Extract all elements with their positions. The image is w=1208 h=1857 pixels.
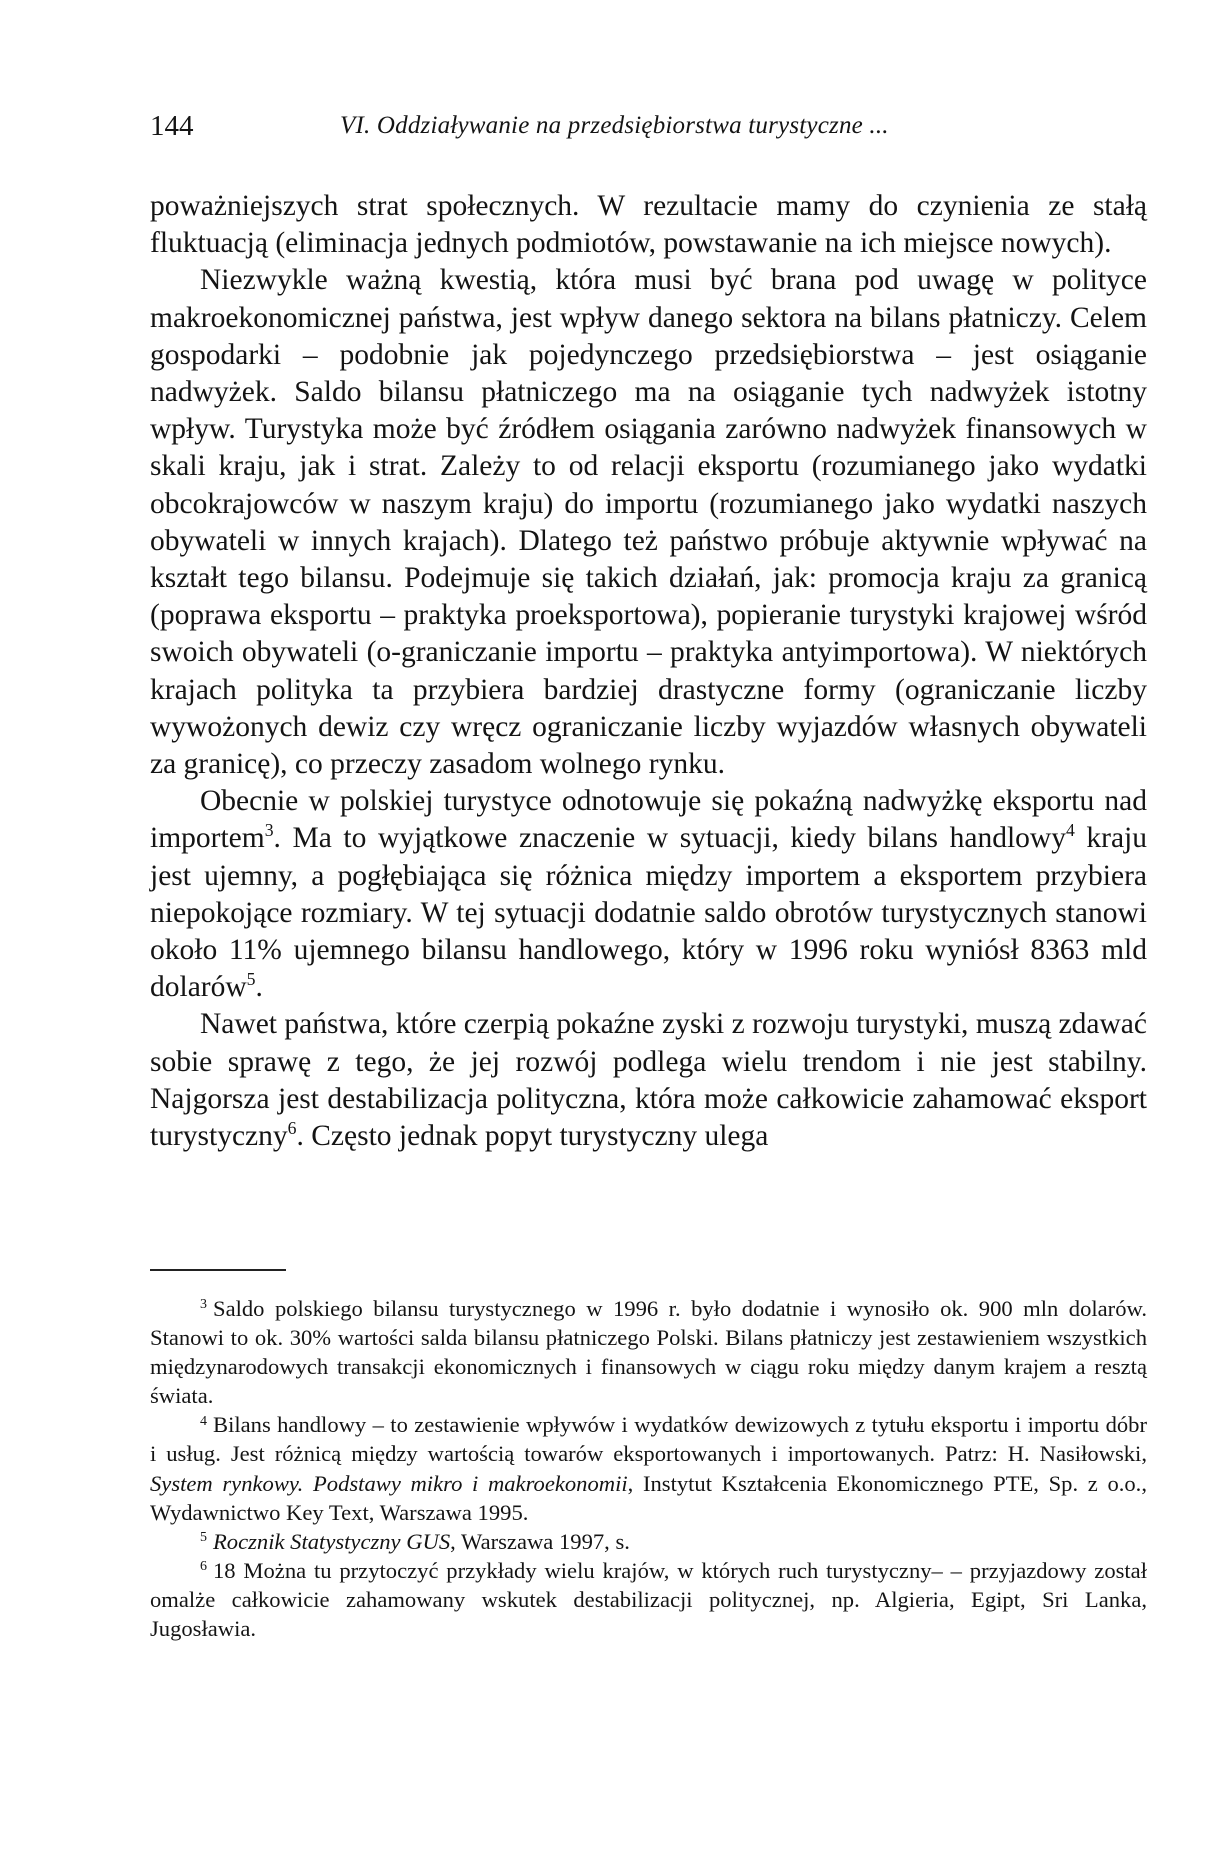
footnote-ref: 6	[287, 1118, 297, 1139]
paragraph: Niezwykle ważną kwestią, która musi być brana pod uwagę w polityce makroekonomicznej państwa, jest wpływ danego sektora na bilans płatniczy. Celem gospodarki – podobnie jak pojedynczego przedsiębiorstwa – jest osiąganie nadwyżek. Saldo bilansu płatniczego ma na osiąganie tych nadwyżek istotny wpływ. Turystyka może być źródłem osiągania zarówno nadwyżek finansowych w skali kraju, jak i strat. Zależy to od relacji eksportu (rozumianego jako wydatki obcokrajowców w naszym kraju) do importu (rozumianego jako wydatki naszych obywateli w innych krajach). Dlatego też państwo próbuje aktywnie wpływać na kształt tego bilansu. Podejmuje się takich działań, jak: promocja kraju za granicą (poprawa eksportu – praktyka proeksportowa), popieranie turystyki krajowej wśród swoich obywateli (o-graniczanie importu – praktyka antyimportowa). W niektórych krajach polityka ta przybiera bardziej drastyczne formy (ograniczanie liczby wywożonych dewiz czy wręcz ograniczanie liczby wyjazdów własnych obywateli za granicę), co przeczy zasadom wolnego rynku.	[150, 264, 1147, 781]
footnotes	[150, 1294, 1147, 1643]
paragraph-text: .	[255, 971, 263, 1004]
footnote-4	[150, 1410, 1147, 1526]
footnote-ref: 3	[264, 820, 274, 841]
paragraph: poważniejszych strat społecznych. W rezultacie mamy do czynienia ze stałą fluktuacją (eliminacja jednych podmiotów, powstawanie na ich miejsce nowych).	[150, 190, 1147, 260]
footnote-ref: 4	[1065, 820, 1075, 841]
footnote-mark: 3	[200, 1297, 207, 1313]
paragraph-text: kraju jest ujemny, a pogłębiająca się różnica między importem a eksportem przybiera niepokojące rozmiary. W tej sytuacji dodatnie saldo obrotów turystycznych stanowi około 11% ujemnego bilansu handlowego, który w 1996 roku wyniósł 8363 mld dolarów	[150, 822, 1147, 1004]
cited-title: Rocznik Statystyczny GUS	[213, 1528, 451, 1554]
paragraph-text: Obecnie w polskiej turystyce odnotowuje się pokaźną nadwyżkę eksportu nad importem	[150, 785, 1147, 855]
paragraph-text: . Często jednak popyt turystyczny ulega	[296, 1120, 769, 1153]
footnote-mark: 4	[200, 1413, 207, 1429]
paragraph-text: Nawet państwa, które czerpią pokaźne zyski z rozwoju turystyki, muszą zdawać sobie sprawę z tego, że jej rozwój podlega wielu trendom i nie jest stabilny. Najgorsza jest destabilizacja polityczna, która może całkowicie zahamować eksport turystyczny	[150, 1008, 1147, 1153]
footnote-text: 18 Można tu przytoczyć przykłady wielu krajów, w których ruch turystyczny– – przyjazdowy został omalże całkowicie zahamowany wskutek destabilizacji politycznej, np. Algieria, Egipt, Sri Lanka, Jugosławia.	[150, 1557, 1147, 1642]
body-text	[150, 188, 1147, 1155]
footnote-text: Bilans handlowy – to zestawienie wpływów i wydatków dewizowych z tytułu eksportu i importu dóbr i usług. Jest różnicą między wartością towarów eksportowanych i importowanych. Patrz: H. Nasiłowski,	[150, 1412, 1147, 1467]
footnote-5	[150, 1527, 1147, 1556]
running-head: VI. Oddziaływanie na przedsiębiorstwa turystyczne ...	[340, 112, 889, 139]
paragraph-text: . Ma to wyjątkowe znaczenie w sytuacji, kiedy bilans handlowy	[273, 822, 1066, 855]
paragraph	[150, 1006, 1147, 1155]
page-number: 144	[150, 110, 194, 142]
footnote-text: , Warszawa 1997, s.	[450, 1528, 630, 1554]
cited-title: System rynkowy. Podstawy mikro i makroekonomii	[150, 1470, 628, 1496]
page-header	[150, 110, 1150, 150]
footnote-6	[150, 1556, 1147, 1643]
paragraph	[150, 783, 1147, 1006]
footnote-divider	[150, 1269, 286, 1271]
footnote-mark: 5	[200, 1530, 207, 1546]
footnote-text: Saldo polskiego bilansu turystycznego w 1996 r. było dodatnie i wynosiło ok. 900 mln dolarów. Stanowi to ok. 30% wartości salda bilansu płatniczego Polski. Bilans płatniczy jest zestawieniem wszystkich międzynarodowych transakcji ekonomicznych i finansowych w ciągu roku między danym krajem a resztą świata.	[150, 1296, 1147, 1409]
footnote-mark: 6	[200, 1559, 207, 1575]
footnote-ref: 5	[246, 969, 256, 990]
footnote-3	[150, 1294, 1147, 1410]
footnote-text: , Instytut Kształcenia Ekonomicznego PTE, Sp. z o.o., Wydawnictwo Key Text, Warszawa 1995.	[150, 1470, 1147, 1525]
